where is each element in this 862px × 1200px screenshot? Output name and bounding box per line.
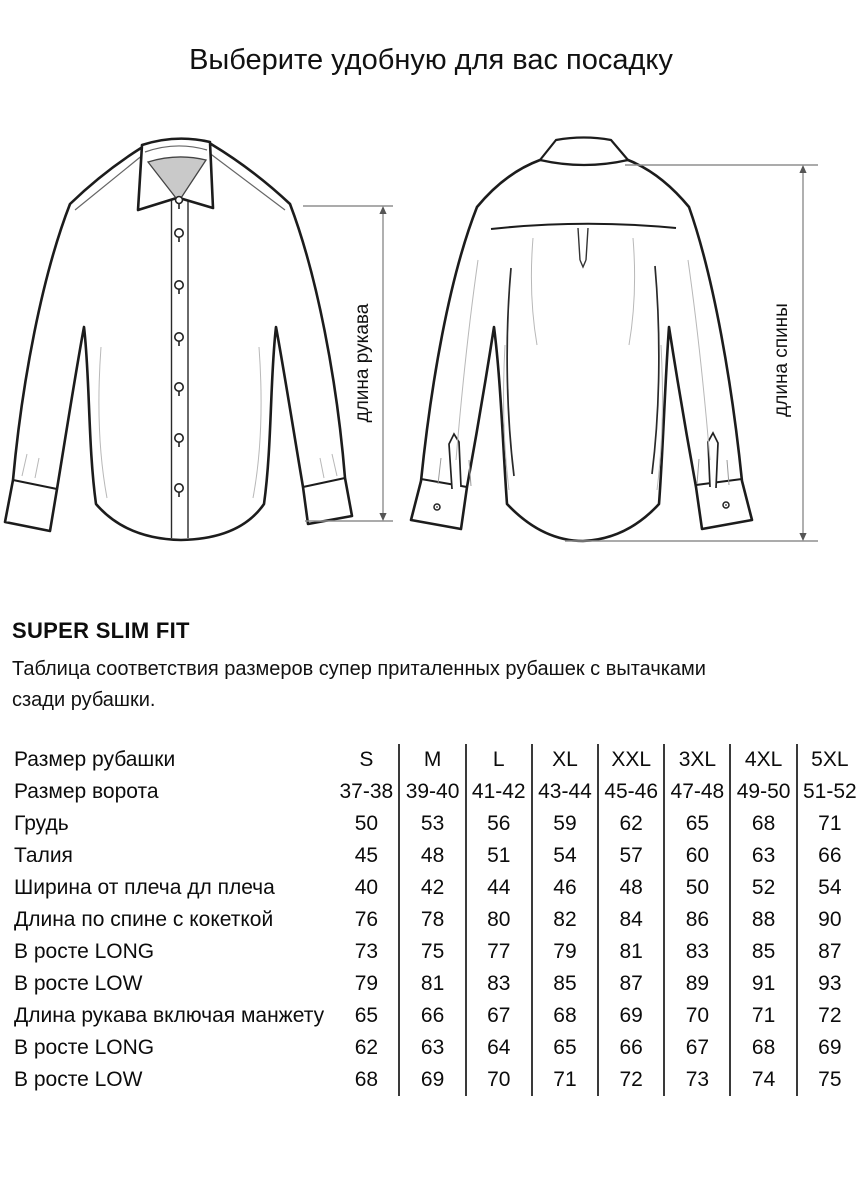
size-cell: 64 (466, 1032, 532, 1064)
row-label: Размер ворота (14, 780, 159, 803)
size-cell: 5XL (797, 744, 862, 776)
size-cell: 43-44 (532, 776, 598, 808)
size-cell: 49-50 (730, 776, 796, 808)
size-cell: 52 (730, 872, 796, 904)
fit-description-line2: сзади рубашки. (12, 689, 156, 711)
row-label: Длина рукава включая манжету (14, 1004, 325, 1027)
size-cell: 69 (598, 1000, 664, 1032)
size-cell: L (466, 744, 532, 776)
page-title: Выберите удобную для вас посадку (189, 44, 673, 76)
table-row (14, 968, 862, 1000)
size-cell: 67 (466, 1000, 532, 1032)
size-cell: XXL (598, 744, 664, 776)
size-cell: 83 (466, 968, 532, 1000)
size-cell: 71 (532, 1064, 598, 1096)
fit-description (12, 654, 822, 716)
row-label: В росте LONG (14, 1036, 155, 1059)
size-cell: 66 (797, 840, 862, 872)
size-cell: 79 (354, 972, 379, 995)
size-cell: 90 (797, 904, 862, 936)
size-cell: 84 (598, 904, 664, 936)
fit-description-line1: Таблица соответствия размеров супер приталенных рубашек с вытачками (12, 658, 706, 680)
size-cell: 74 (730, 1064, 796, 1096)
size-cell: 76 (354, 908, 379, 931)
size-cell: 60 (664, 840, 730, 872)
size-cell: M (399, 744, 465, 776)
row-label: Талия (14, 844, 73, 867)
size-cell: 45-46 (598, 776, 664, 808)
size-cell: 68 (730, 808, 796, 840)
size-cell: 68 (532, 1000, 598, 1032)
size-table-body (14, 744, 862, 1096)
table-row (14, 936, 862, 968)
size-cell: 70 (664, 1000, 730, 1032)
table-row (14, 1000, 862, 1032)
row-label: Длина по спине с кокеткой (14, 908, 274, 931)
size-cell: 45 (354, 844, 379, 867)
size-cell: 3XL (664, 744, 730, 776)
size-cell: 89 (664, 968, 730, 1000)
size-cell: 81 (399, 968, 465, 1000)
size-cell: 69 (797, 1032, 862, 1064)
size-cell: 85 (532, 968, 598, 1000)
sleeve-length-label: длина рукава (352, 303, 373, 423)
size-cell: 59 (532, 808, 598, 840)
size-cell: 93 (797, 968, 862, 1000)
table-row (14, 1032, 862, 1064)
row-label: В росте LOW (14, 1068, 143, 1091)
size-table (14, 744, 862, 1096)
size-cell: 42 (399, 872, 465, 904)
size-cell: 51-52 (797, 776, 862, 808)
size-cell: 87 (598, 968, 664, 1000)
size-cell: 68 (730, 1032, 796, 1064)
size-cell: 65 (532, 1032, 598, 1064)
size-cell: 80 (466, 904, 532, 936)
size-cell: 79 (532, 936, 598, 968)
size-cell: 50 (354, 812, 379, 835)
size-cell: 44 (466, 872, 532, 904)
table-row (14, 840, 862, 872)
size-cell: 86 (664, 904, 730, 936)
size-cell: 72 (797, 1000, 862, 1032)
size-cell: 48 (598, 872, 664, 904)
size-cell: 69 (399, 1064, 465, 1096)
size-cell: 57 (598, 840, 664, 872)
size-cell: 4XL (730, 744, 796, 776)
size-cell: 88 (730, 904, 796, 936)
size-cell: 66 (399, 1000, 465, 1032)
size-cell: 54 (797, 872, 862, 904)
row-label: В росте LONG (14, 940, 155, 963)
size-cell: 51 (466, 840, 532, 872)
size-cell: 46 (532, 872, 598, 904)
size-cell: S (359, 748, 374, 771)
back-shirt-illustration (411, 138, 752, 542)
size-cell: 54 (532, 840, 598, 872)
size-cell: 75 (797, 1064, 862, 1096)
size-cell: 50 (664, 872, 730, 904)
table-row (14, 776, 862, 808)
size-cell: 62 (598, 808, 664, 840)
size-cell: 65 (354, 1004, 379, 1027)
front-shirt-illustration (5, 139, 352, 540)
size-cell: 63 (730, 840, 796, 872)
size-cell: 71 (797, 808, 862, 840)
size-cell: 65 (664, 808, 730, 840)
shirt-diagram (0, 110, 862, 600)
size-cell: 87 (797, 936, 862, 968)
size-cell: 40 (354, 876, 379, 899)
table-row (14, 744, 862, 776)
table-row (14, 1064, 862, 1096)
size-cell: 72 (598, 1064, 664, 1096)
size-cell: 39-40 (399, 776, 465, 808)
table-row (14, 808, 862, 840)
size-cell: 71 (730, 1000, 796, 1032)
row-label: Грудь (14, 812, 69, 835)
size-cell: 78 (399, 904, 465, 936)
size-cell: 83 (664, 936, 730, 968)
size-cell: 41-42 (466, 776, 532, 808)
row-label: Ширина от плеча дл плеча (14, 876, 275, 899)
size-cell: 63 (399, 1032, 465, 1064)
table-row (14, 904, 862, 936)
size-cell: 77 (466, 936, 532, 968)
size-cell: 70 (466, 1064, 532, 1096)
size-cell: 68 (354, 1068, 379, 1091)
size-cell: 91 (730, 968, 796, 1000)
size-cell: 75 (399, 936, 465, 968)
size-cell: 66 (598, 1032, 664, 1064)
size-cell: 37-38 (339, 780, 394, 803)
size-cell: 48 (399, 840, 465, 872)
back-collar (540, 138, 628, 166)
size-cell: 73 (354, 940, 379, 963)
row-label: Размер рубашки (14, 748, 176, 771)
size-cell: 67 (664, 1032, 730, 1064)
size-cell: 85 (730, 936, 796, 968)
row-label: В росте LOW (14, 972, 143, 995)
size-cell: 62 (354, 1036, 379, 1059)
fit-heading: SUPER SLIM FIT (12, 618, 190, 643)
size-cell: 56 (466, 808, 532, 840)
size-cell: 82 (532, 904, 598, 936)
size-cell: 53 (399, 808, 465, 840)
back-length-label: длина спины (771, 303, 792, 417)
size-cell: 47-48 (664, 776, 730, 808)
size-cell: XL (532, 744, 598, 776)
size-cell: 81 (598, 936, 664, 968)
table-row (14, 872, 862, 904)
size-cell: 73 (664, 1064, 730, 1096)
